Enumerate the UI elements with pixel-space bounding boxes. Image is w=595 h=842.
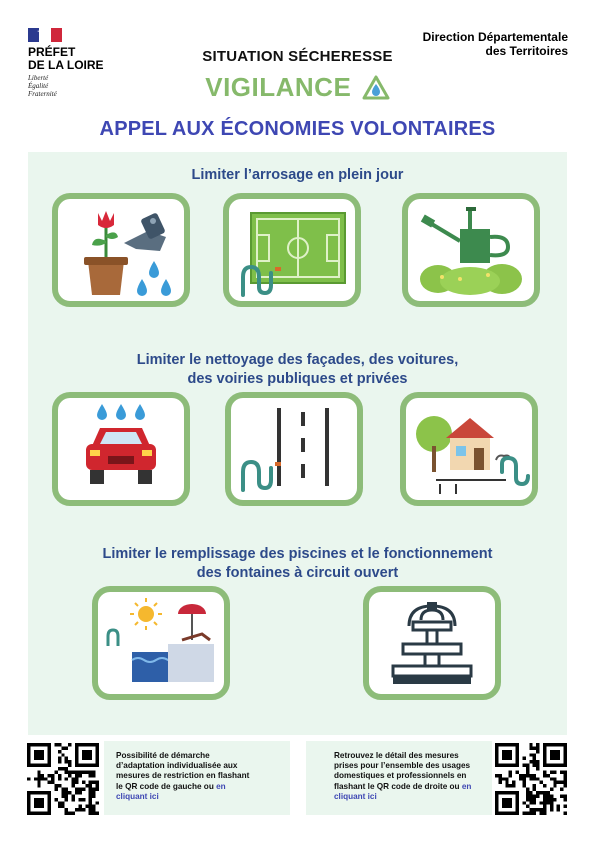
right-qr-code[interactable] (495, 743, 567, 815)
section-title-watering: Limiter l’arrosage en plein jour (191, 167, 404, 183)
fountain-icon (363, 586, 501, 700)
left-info-body: Possibilité de démarche d’adaptation individualisée aux mesures de restriction en flashant le QR code de gauche ou (116, 751, 250, 791)
flower-pot-watering-icon (52, 193, 190, 307)
car-washing-icon (52, 392, 190, 506)
sports-field-hose-icon (223, 193, 361, 307)
republic-motto: Liberté Égalité Fraternité (28, 74, 57, 98)
appeal-title: APPEL AUX ÉCONOMIES VOLONTAIRES (99, 118, 496, 140)
republic-flag-logo (28, 28, 62, 42)
left-info-text (116, 751, 256, 802)
house-facade-hose-icon (400, 392, 538, 506)
right-info-body: Retrouvez le détail des mesures prises pour l’ensemble des usages domestiques et professionnels en flashant le QR code de droite ou (334, 751, 471, 791)
left-click-link[interactable]: en cliquant ici (116, 781, 226, 801)
right-info-text (334, 751, 484, 802)
situation-title: SITUATION SÉCHERESSE (202, 48, 393, 65)
left-qr-code[interactable] (27, 743, 99, 815)
section-title-pools-fountains: Limiter le remplissage des piscines et le fonctionnement des fontaines à circuit ouvert (102, 546, 493, 581)
vigilance-level: VIGILANCE (205, 72, 352, 102)
swimming-pool-icon (92, 586, 230, 700)
drought-warning-icon (362, 75, 390, 101)
vigilance-heading (0, 72, 595, 103)
direction-label: Direction Départementale des Territoires (422, 30, 568, 58)
road-hose-icon (225, 392, 363, 506)
watering-can-garden-icon (402, 193, 540, 307)
prefet-label: PRÉFET DE LA LOIRE (28, 45, 104, 72)
right-click-link[interactable]: en cliquant ici (334, 781, 472, 801)
section-title-cleaning: Limiter le nettoyage des façades, des voitures, des voiries publiques et privées (136, 352, 459, 387)
